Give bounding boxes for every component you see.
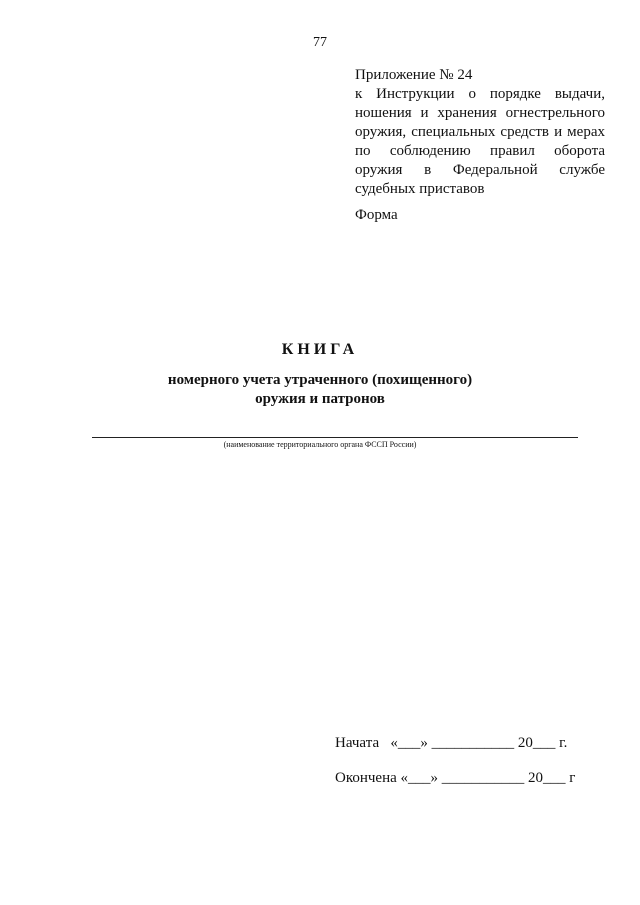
book-subtitle — [150, 371, 490, 409]
end-date-row — [335, 769, 575, 788]
book-title: КНИГА — [281, 341, 359, 358]
start-date-label: Начата — [335, 735, 380, 751]
appendix-title: Приложение № 24 — [355, 67, 473, 83]
start-date-blank: «___» ___________ 20___ г. — [379, 735, 568, 751]
organization-name-line — [92, 437, 578, 438]
book-subtitle-line-2: оружия и патронов — [255, 391, 385, 407]
end-date-label: Окончена — [335, 770, 397, 786]
appendix-text: к Инструкции о порядке выдачи, ношения и хранения огнестрельного оружия, специальных средств и мерах по соблюдению правил оборота оружия в Федеральной службе судебных приставов — [355, 86, 605, 197]
form-label: Форма — [355, 207, 398, 223]
appendix-block — [355, 66, 605, 199]
start-date-row — [335, 734, 567, 753]
organization-name-caption: (наименование территориального органа ФССП России) — [223, 440, 417, 449]
end-date-blank: «___» ___________ 20___ г — [396, 770, 576, 786]
page-number: 77 — [313, 35, 327, 50]
book-subtitle-line-1: номерного учета утраченного (похищенного) — [167, 372, 473, 388]
